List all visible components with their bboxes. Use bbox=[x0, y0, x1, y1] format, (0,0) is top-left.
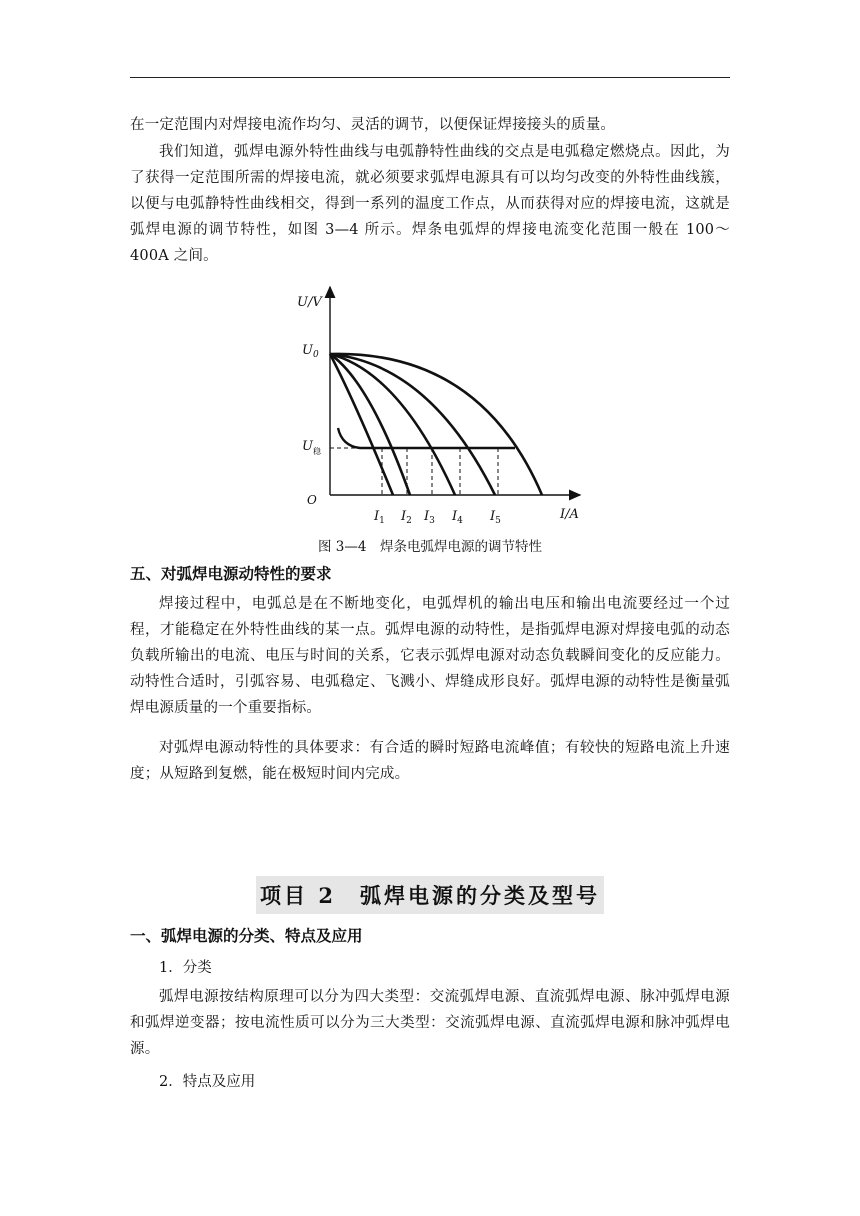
paragraph-classification: 弧焊电源按结构原理可以分为四大类型：交流弧焊电源、直流弧焊电源、脉冲弧焊电源和弧焊逆变器；按电流性质可以分为三大类型：交流弧焊电源、直流弧焊电源和脉冲弧焊电源。 bbox=[130, 989, 730, 1057]
origin-label: O bbox=[307, 493, 317, 507]
paragraph-intro: 在一定范围内对焊接电流作均匀、灵活的调节，以便保证焊接接头的质量。 bbox=[130, 117, 616, 133]
project-title-wrap bbox=[0, 876, 860, 914]
external-curve-4 bbox=[330, 354, 495, 495]
header-rule bbox=[130, 77, 730, 78]
project-title: 项目 2 弧焊电源的分类及型号 bbox=[256, 876, 604, 914]
current-label-i4: $I_4$ bbox=[452, 509, 463, 526]
current-label-i5: $I_5$ bbox=[490, 509, 501, 526]
figure-caption: 图 3—4 焊条电弧焊电源的调节特性 bbox=[318, 539, 542, 555]
paragraph-regulation: 我们知道，弧焊电源外特性曲线与电弧静特性曲线的交点是电弧稳定燃烧点。因此，为了获得一定范围所需的焊接电流，就必须要求弧焊电源具有可以均匀改变的外特性曲线簇，以便与电弧静特性曲线相交，得到一系列的温度工作点，从而获得对应的焊接电流，这就是弧焊电源的调节特性，如图 3—4 所示。焊条电弧焊的焊接电流变化范围一般在 100～400A 之间。 bbox=[130, 144, 730, 264]
subheading-classification: 1．分类 bbox=[159, 960, 212, 976]
current-label-i1: $I_1$ bbox=[374, 509, 385, 526]
section-heading-dynamic: 五、对弧焊电源动特性的要求 bbox=[130, 565, 332, 583]
u0-label: $U_0$ bbox=[302, 343, 319, 360]
y-axis-label: U/V bbox=[297, 295, 322, 310]
current-label-i2: $I_2$ bbox=[401, 509, 412, 526]
regulation-characteristic-figure bbox=[290, 282, 590, 527]
subheading-features: 2．特点及应用 bbox=[159, 1074, 256, 1090]
section-heading-classification: 一、弧焊电源的分类、特点及应用 bbox=[130, 927, 363, 945]
current-label-i3: $I_3$ bbox=[424, 509, 435, 526]
x-axis-label: I/A bbox=[560, 507, 579, 522]
paragraph-dynamic-characteristic: 焊接过程中，电弧总是在不断地变化，电弧焊机的输出电压和输出电流要经过一个过程，才能稳定在外特性曲线的某一点。弧焊电源的动特性，是指弧焊电源对焊接电弧的动态负载所输出的电流、电压与时间的关系，它表示弧焊电源对动态负载瞬间变化的反应能力。动特性合适时，引弧容易、电弧稳定、飞溅小、焊缝成形良好。弧焊电源的动特性是衡量弧焊电源质量的一个重要指标。 bbox=[130, 596, 730, 716]
paragraph-dynamic-requirements: 对弧焊电源动特性的具体要求：有合适的瞬时短路电流峰值；有较快的短路电流上升速度；从短路到复燃，能在极短时间内完成。 bbox=[130, 740, 730, 782]
u-working-label: $U_稳$ bbox=[302, 439, 321, 456]
external-curve-1 bbox=[330, 354, 393, 495]
